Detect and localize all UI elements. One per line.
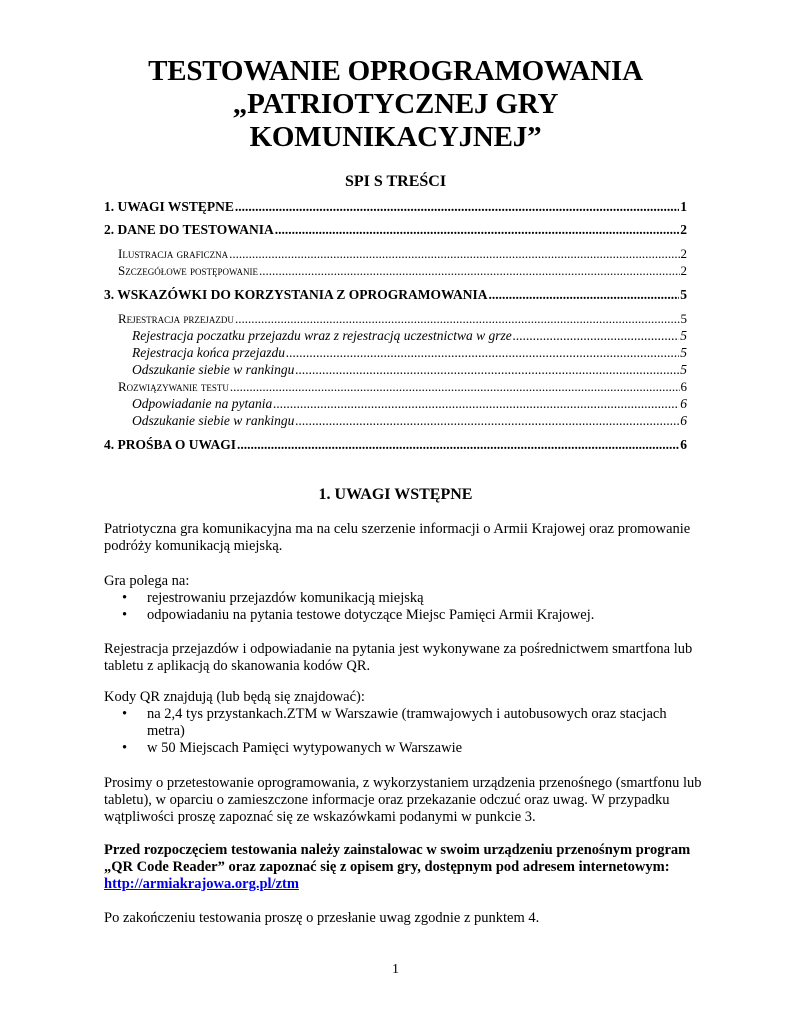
toc-leader-dots xyxy=(235,199,679,215)
toc-entry-label: Rozwiązywanie testu xyxy=(118,379,229,394)
list-item: • na 2,4 tys przystankach.ZTM w Warszawie (tramwajowych i autobusowych oraz stacjach metra) xyxy=(104,706,679,740)
toc-entry-label: Rejestracja poczatku przejazdu wraz z rejestracją uczestnictwa w grze xyxy=(132,328,512,343)
toc-entry-label: Odpowiadanie na pytania xyxy=(132,396,273,411)
toc-leader-dots xyxy=(237,437,679,453)
registration-paragraph xyxy=(104,641,704,675)
website-link[interactable]: http://armiakrajowa.org.pl/ztm xyxy=(104,876,299,892)
toc-leader-dots xyxy=(235,311,680,327)
qr-intro: Kody QR znajdują (lub będą się znajdować): xyxy=(104,689,365,705)
toc-entry-page: 5 xyxy=(680,345,687,360)
toc-entry-label: 1. UWAGI WSTĘPNE xyxy=(104,199,234,214)
toc-entry-label: Rejestracja końca przejazdu xyxy=(132,345,285,360)
toc-entry-label: Szczegółowe postępowanie xyxy=(118,263,258,278)
toc-entry-rejestracja-konca[interactable] xyxy=(104,345,687,363)
toc-entry-label: Odszukanie siebie w rankingu xyxy=(132,413,295,428)
title-line-3: KOMUNIKACYJNEJ” xyxy=(249,121,542,153)
toc-entry-page: 6 xyxy=(680,379,687,394)
toc-entry-szczegolowe-postepowanie[interactable] xyxy=(104,263,687,281)
toc-entry-page: 5 xyxy=(680,311,687,326)
toc-leader-dots xyxy=(513,328,680,344)
game-description xyxy=(104,573,704,624)
closing-text: Po zakończeniu testowania proszę o przesłanie uwag zgodnie z punktem 4. xyxy=(104,910,540,926)
intro-text: Patriotyczna gra komunikacyjna ma na celu szerzenie informacji o Armii Krajowej oraz promowanie podróży komunikacją miejską. xyxy=(104,521,691,554)
toc-entry-page: 6 xyxy=(680,396,687,411)
game-bullet-list xyxy=(104,590,704,624)
toc-leader-dots xyxy=(259,263,680,279)
qr-locations xyxy=(104,689,704,757)
toc-entry-label: Ilustracja graficzna xyxy=(118,246,229,261)
toc-leader-dots xyxy=(295,362,679,378)
toc-entry-label: 3. WSKAZÓWKI DO KORZYSTANIA Z OPROGRAMOWANIA xyxy=(104,287,488,302)
toc-entry-prosba-o-uwagi[interactable] xyxy=(104,437,687,455)
toc-entry-label: Rejestracja przejazdu xyxy=(118,311,234,326)
request-paragraph xyxy=(104,775,704,826)
toc-entry-label: 2. DANE DO TESTOWANIA xyxy=(104,222,274,237)
install-text: Przed rozpoczęciem testowania należy zainstalowac w swoim urządzeniu przenośnym program „QR Code Reader” oraz zapoznać się z opisem gry, dostępnym pod adresem internetowym: xyxy=(104,842,691,875)
toc-entry-page: 2 xyxy=(680,222,687,237)
toc-leader-dots xyxy=(295,413,679,429)
list-item: • rejestrowaniu przejazdów komunikacją miejską xyxy=(104,590,704,607)
title-line-2: „PATRIOTYCZNEJ GRY xyxy=(232,88,559,120)
page-number: 1 xyxy=(392,962,399,977)
toc-entry-ilustracja-graficzna[interactable] xyxy=(104,246,687,264)
section-heading: 1. UWAGI WSTĘPNE xyxy=(318,486,473,503)
document-title xyxy=(60,55,731,154)
toc-entry-page: 6 xyxy=(680,437,687,452)
toc-leader-dots xyxy=(286,345,679,361)
install-instructions xyxy=(104,842,704,893)
toc-leader-dots xyxy=(230,379,680,395)
toc-leader-dots xyxy=(273,396,679,412)
toc-entry-page: 2 xyxy=(680,246,687,261)
list-item: • odpowiadaniu na pytania testowe dotyczące Miejsc Pamięci Armii Krajowej. xyxy=(104,607,704,624)
toc-leader-dots xyxy=(229,246,679,262)
toc-entry-wskazowki[interactable] xyxy=(104,287,687,305)
toc-heading: SPI S TREŚCI xyxy=(344,173,447,190)
title-line-1: TESTOWANIE OPROGRAMOWANIA xyxy=(148,55,643,87)
intro-paragraph xyxy=(104,521,704,555)
toc-entry-uwagi-wstepne[interactable] xyxy=(104,199,687,217)
toc-entry-page: 5 xyxy=(680,362,687,377)
toc-entry-page: 6 xyxy=(680,413,687,428)
toc-entry-odszukanie-siebie-1[interactable] xyxy=(104,362,687,380)
registration-text: Rejestracja przejazdów i odpowiadanie na pytania jest wykonywane za pośrednictwem smartfona lub tabletu z aplikacją do skanowania kodów QR. xyxy=(104,641,693,674)
toc-entry-label: 4. PROŚBA O UWAGI xyxy=(104,437,237,452)
toc-entry-label: Odszukanie siebie w rankingu xyxy=(132,362,295,377)
qr-bullet-list xyxy=(104,706,679,757)
toc-entry-rejestracja-poczatku[interactable] xyxy=(104,328,687,346)
toc-entry-page: 5 xyxy=(680,287,687,302)
toc-entry-rejestracja-przejazdu[interactable] xyxy=(104,311,687,329)
toc-leader-dots xyxy=(275,222,679,238)
toc-entry-rozwiazywanie-testu[interactable] xyxy=(104,379,687,397)
request-text: Prosimy o przetestowanie oprogramowania, z wykorzystaniem urządzenia przenośnego (smartfonu lub tabletu), w oparciu o zamieszczone informacje oraz przekazanie odczuć oraz uwag. W przypadku wątpliwości proszę zapoznać się ze wskazówkami podanymi w punkcie 3. xyxy=(104,775,702,825)
toc-entry-odszukanie-siebie-2[interactable] xyxy=(104,413,687,431)
toc-entry-dane-do-testowania[interactable] xyxy=(104,222,687,240)
list-item: • w 50 Miejscach Pamięci wytypowanych w Warszawie xyxy=(104,740,679,757)
toc-entry-odpowiadanie[interactable] xyxy=(104,396,687,414)
closing-paragraph xyxy=(104,910,704,927)
toc-entry-page: 5 xyxy=(680,328,687,343)
game-intro: Gra polega na: xyxy=(104,573,190,589)
toc-entry-page: 1 xyxy=(680,199,687,214)
toc-entry-page: 2 xyxy=(680,263,687,278)
toc-leader-dots xyxy=(489,287,680,303)
